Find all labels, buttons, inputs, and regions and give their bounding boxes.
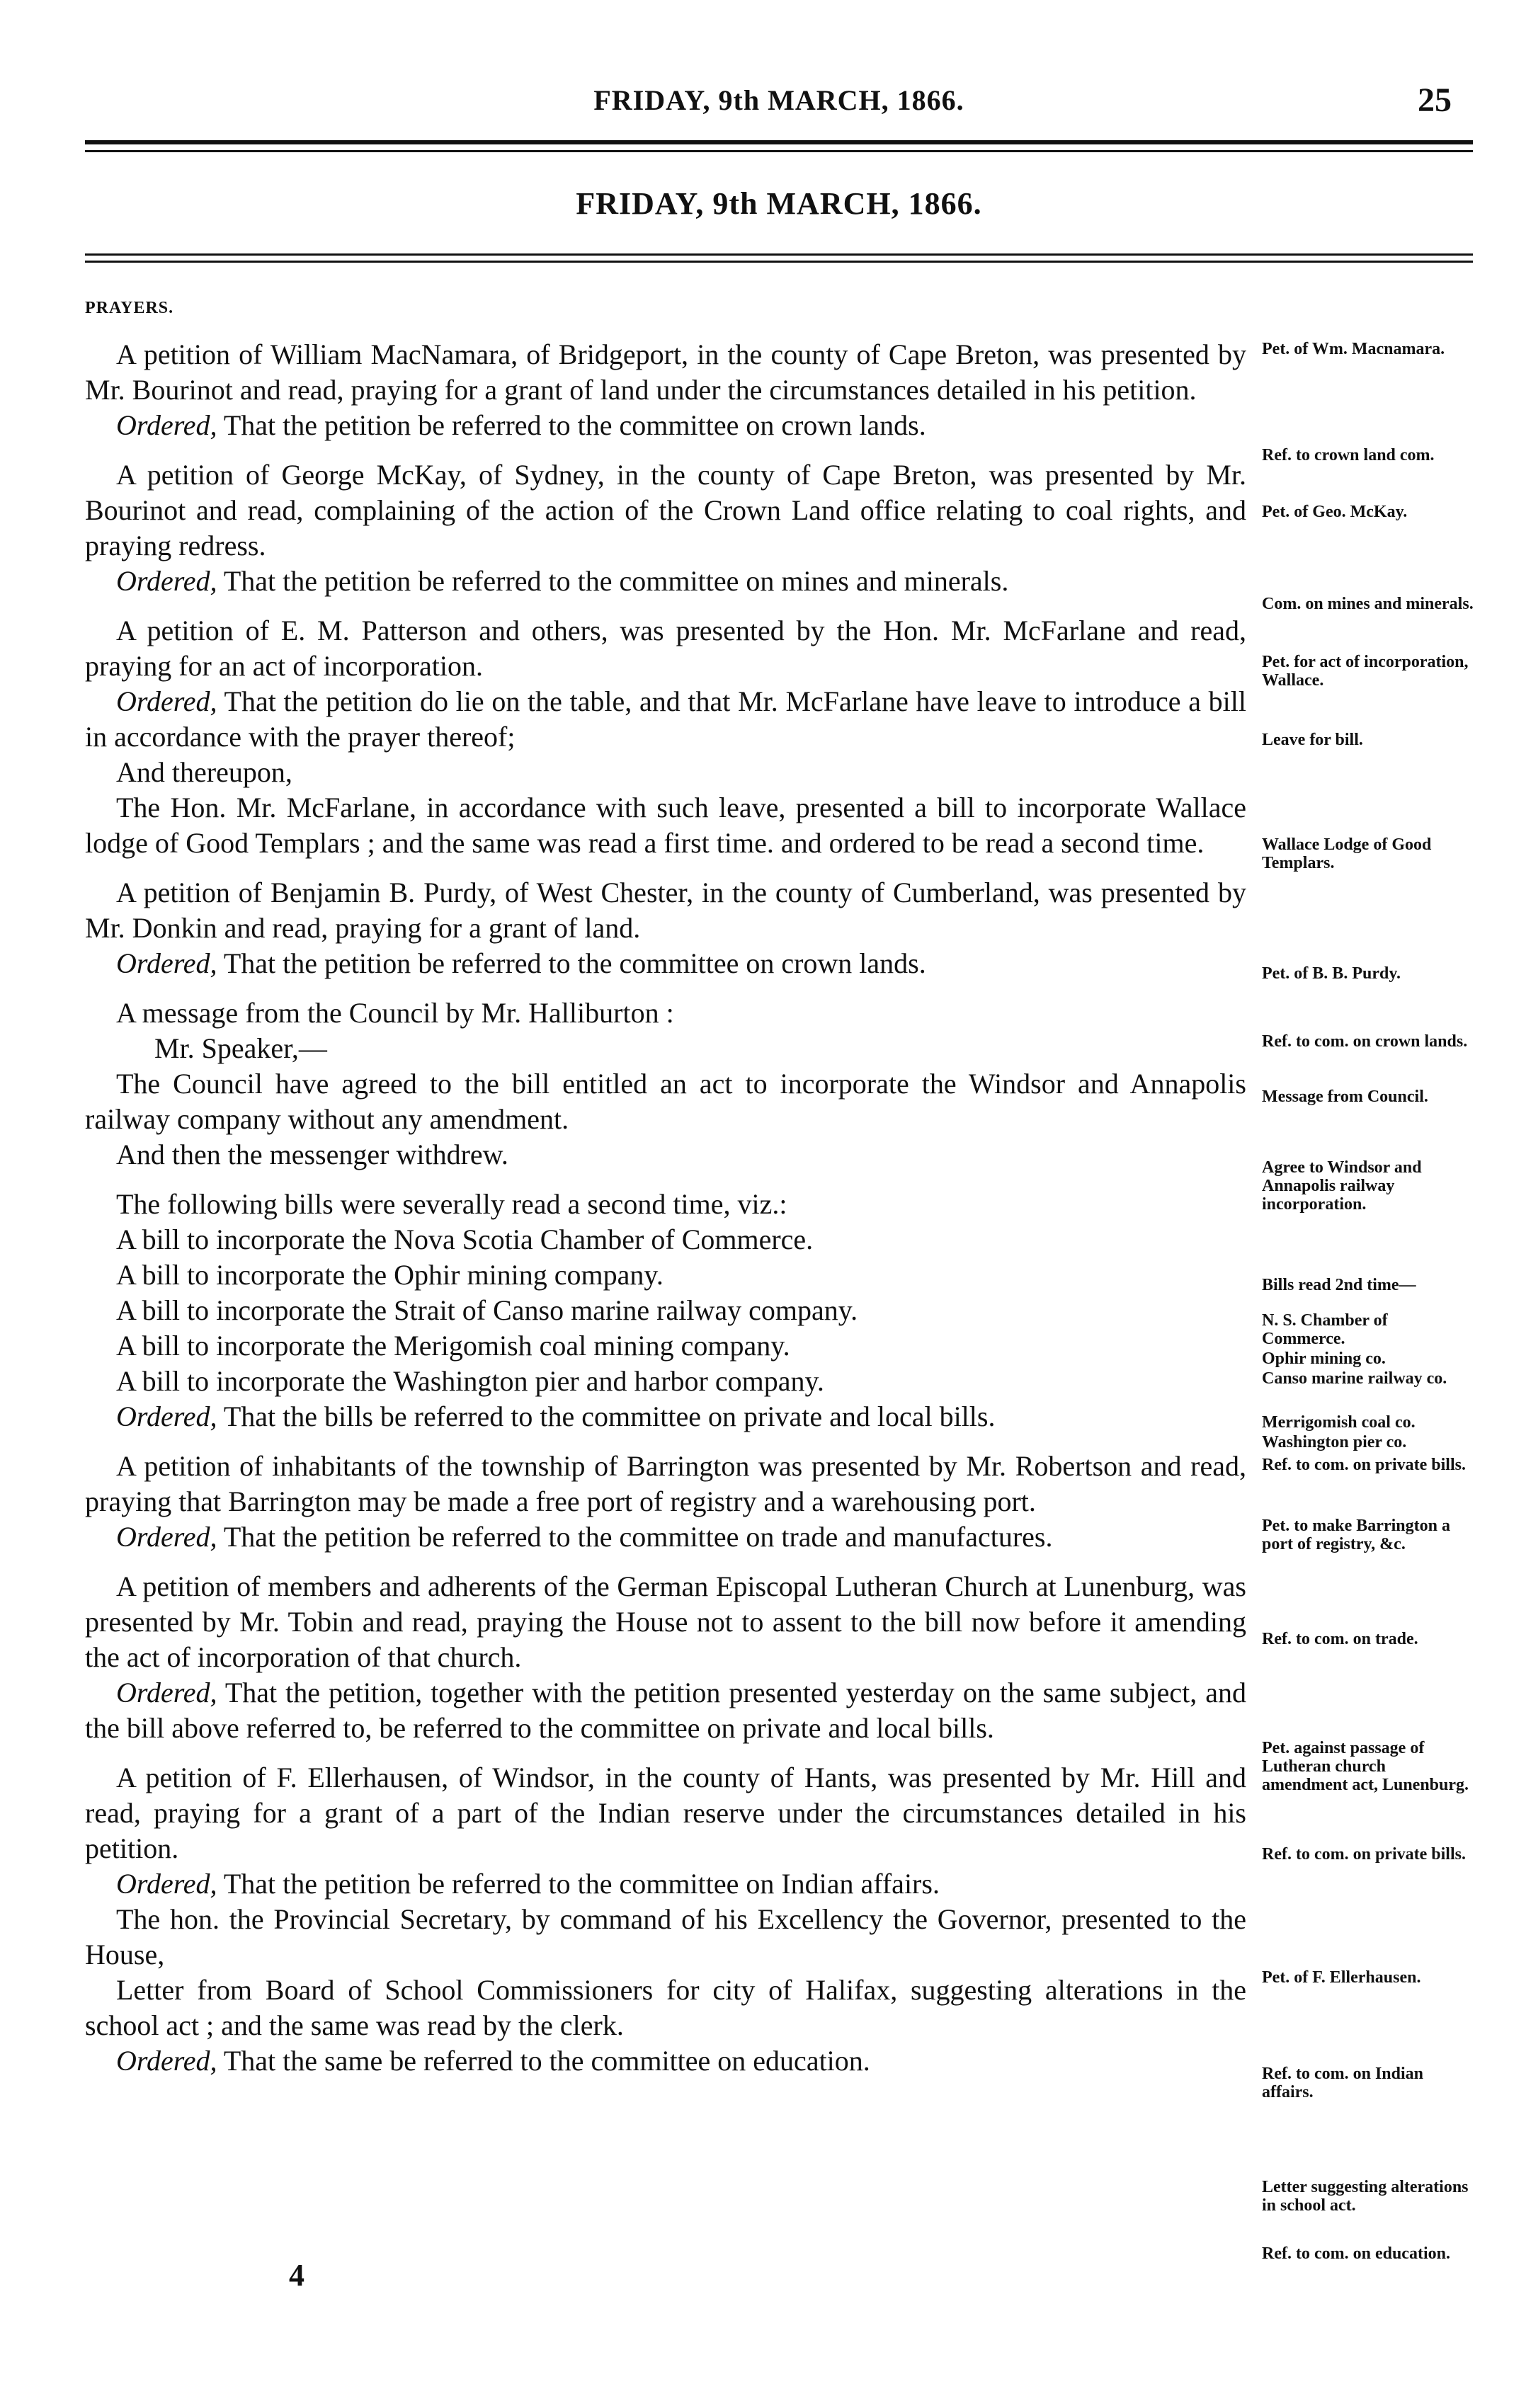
margin-note: Ref. to com. on trade.	[1262, 1630, 1418, 1648]
paragraph: A petition of Benjamin B. Purdy, of West Chester, in the county of Cumberland, was presented by Mr. Donkin and read, praying for a grant of land.	[85, 877, 1246, 944]
margin-note: Pet. of B. B. Purdy.	[1262, 964, 1401, 983]
order-paragraph: Ordered, That the petition be referred to the committee on trade and manufactures.	[116, 1521, 1053, 1553]
margin-note: Ref. to com. on Indian affairs.	[1262, 2065, 1424, 2101]
order-paragraph: Ordered, That the petition be referred to the committee on crown lands.	[116, 409, 926, 441]
paragraph: A petition of members and adherents of the German Episcopal Lutheran Church at Lunenburg, was presented by Mr. Tobin and read, praying the House not to assent to the bill now before it amending the act of incorporation of that church.	[85, 1570, 1246, 1673]
paragraph: A petition of F. Ellerhausen, of Windsor, in the county of Hants, was presented by Mr. Hill and read, praying for a grant of a part of the Indian reserve under the circumstances detailed in his petition.	[85, 1762, 1246, 1864]
margin-note: Ref. to com. on education.	[1262, 2244, 1450, 2263]
margin-note: Ref. to crown land com.	[1262, 446, 1435, 464]
running-title: FRIDAY, 9th MARCH, 1866.	[593, 84, 964, 116]
paragraph: A petition of inhabitants of the township of Barrington was presented by Mr. Robertson and read, praying that Barrington may be made a free port of registry and a warehousing port.	[85, 1450, 1246, 1517]
paragraph: A message from the Council by Mr. Halliburton :	[116, 997, 674, 1029]
margin-note: Pet. of Wm. Macnamara.	[1262, 340, 1445, 358]
section-label: PRAYERS.	[85, 299, 174, 317]
margin-note: N. S. Chamber of Commerce.	[1262, 1311, 1388, 1348]
order-paragraph: Ordered, That the same be referred to the committee on education.	[116, 2045, 870, 2077]
paragraph: The hon. the Provincial Secretary, by command of his Excellency the Governor, presented to the House,	[85, 1903, 1246, 1970]
journal-body	[85, 290, 1246, 2079]
page-number: 25	[1418, 81, 1452, 119]
margin-note: Agree to Windsor and Annapolis railway incorporation.	[1262, 1158, 1422, 1214]
speaker-address: Mr. Speaker,—	[154, 1032, 327, 1064]
bill-item: A bill to incorporate the Merigomish coal mining company.	[116, 1330, 790, 1362]
paragraph: The Council have agreed to the bill entitled an act to incorporate the Windsor and Annapolis railway company without any amendment.	[85, 1068, 1246, 1135]
running-head	[85, 81, 1473, 126]
margin-note: Ophir mining co.	[1262, 1349, 1386, 1368]
order-paragraph: Ordered, That the bills be referred to the committee on private and local bills.	[116, 1400, 996, 1432]
margin-note: Ref. to com. on crown lands.	[1262, 1032, 1468, 1051]
bill-item: A bill to incorporate the Ophir mining company.	[116, 1259, 664, 1291]
bill-item: A bill to incorporate the Nova Scotia Chamber of Commerce.	[116, 1223, 814, 1255]
margin-note: Letter suggesting alterations in school act.	[1262, 2178, 1469, 2215]
order-paragraph: Ordered, That the petition, together with the petition presented yesterday on the same subject, and the bill above referred to, be referred to the committee on private and local bills.	[85, 1677, 1247, 1744]
paragraph: A petition of William MacNamara, of Bridgeport, in the county of Cape Breton, was presented by Mr. Bourinot and read, praying for a grant of land under the circumstances detailed in his petition.	[85, 338, 1246, 406]
header-rule-top	[85, 140, 1473, 144]
margin-note: Leave for bill.	[1262, 731, 1363, 749]
date-heading: FRIDAY, 9th MARCH, 1866.	[576, 186, 982, 221]
paragraph: A petition of George McKay, of Sydney, in the county of Cape Breton, was presented by Mr. Bourinot and read, complaining of the action of the Crown Land office relating to coal rights, and praying redress.	[85, 459, 1246, 561]
margin-note: Washington pier co.	[1262, 1433, 1407, 1451]
paragraph: The following bills were severally read a second time, viz.:	[116, 1188, 787, 1220]
margin-note: Pet. of Geo. McKay.	[1262, 503, 1408, 521]
margin-note: Merrigomish coal co.	[1262, 1413, 1416, 1432]
date-rule-bottom	[85, 261, 1473, 263]
margin-note: Ref. to com. on private bills.	[1262, 1456, 1466, 1474]
paragraph: And thereupon,	[116, 756, 292, 788]
paragraph: Letter from Board of School Commissioners for city of Halifax, suggesting alterations in the school act ; and the same was read by the clerk.	[85, 1974, 1246, 2041]
printer-signature: 4	[289, 2258, 304, 2293]
margin-note: Message from Council.	[1262, 1088, 1428, 1106]
paragraph: A petition of E. M. Patterson and others, was presented by the Hon. Mr. McFarlane and read, praying for an act of incorporation.	[85, 615, 1246, 682]
margin-note: Pet. to make Barrington a port of registry, &c.	[1262, 1517, 1450, 1553]
margin-note: Pet. of F. Ellerhausen.	[1262, 1968, 1421, 1987]
margin-note: Bills read 2nd time—	[1262, 1276, 1416, 1294]
margin-note: Wallace Lodge of Good Templars.	[1262, 835, 1432, 872]
order-paragraph: Ordered, That the petition be referred to the committee on mines and minerals.	[116, 565, 1009, 597]
header-rule-bottom	[85, 150, 1473, 152]
margin-note: Pet. for act of incorporation, Wallace.	[1262, 653, 1469, 690]
bill-item: A bill to incorporate the Strait of Canso marine railway company.	[116, 1294, 858, 1326]
paragraph: And then the messenger withdrew.	[116, 1139, 508, 1170]
order-paragraph: Ordered, That the petition be referred to the committee on Indian affairs.	[116, 1868, 940, 1900]
order-paragraph: Ordered, That the petition be referred to the committee on crown lands.	[116, 947, 926, 979]
margin-note: Ref. to com. on private bills.	[1262, 1845, 1466, 1864]
margin-note: Pet. against passage of Lutheran church amendment act, Lunenburg.	[1262, 1739, 1469, 1794]
bill-item: A bill to incorporate the Washington pier and harbor company.	[116, 1365, 824, 1397]
paragraph: The Hon. Mr. McFarlane, in accordance with such leave, presented a bill to incorporate Wallace lodge of Good Templars ; and the same was read a first time. and ordered to be read a second time.	[85, 792, 1246, 859]
margin-note: Canso marine railway co.	[1262, 1369, 1447, 1388]
order-paragraph: Ordered, That the petition do lie on the table, and that Mr. McFarlane have leave to introduce a bill in accordance with the prayer thereof;	[85, 685, 1246, 753]
margin-note: Com. on mines and minerals.	[1262, 595, 1474, 613]
date-rule-top	[85, 253, 1473, 256]
